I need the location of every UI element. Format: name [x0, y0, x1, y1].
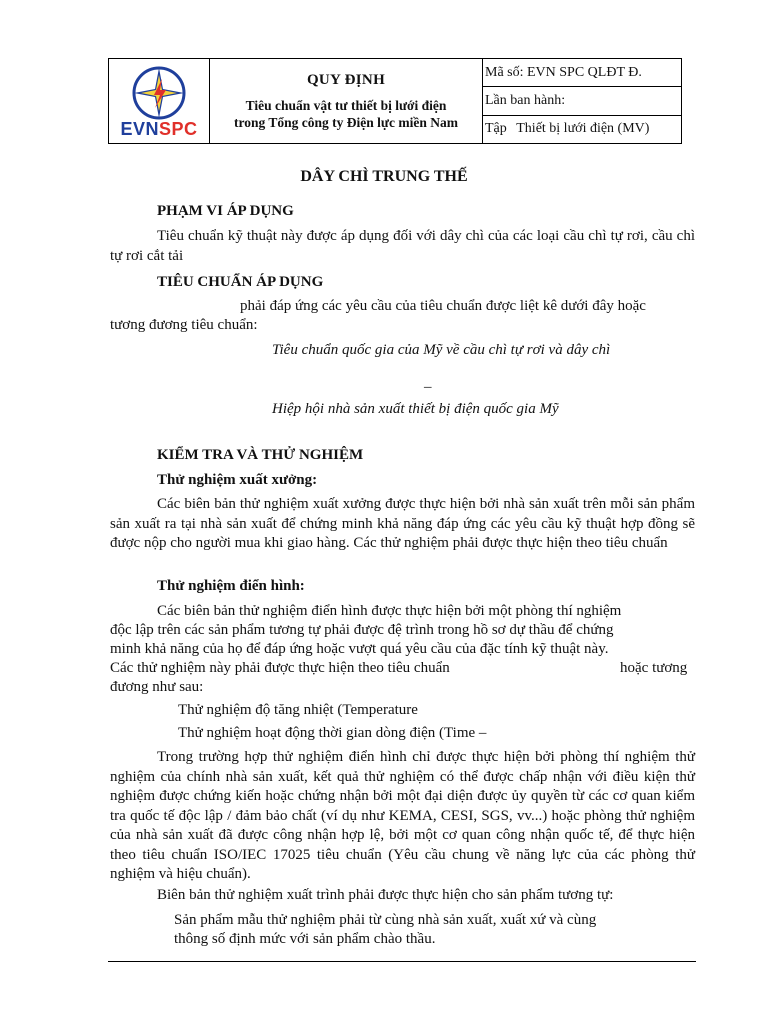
- report-line: Biên bản thử nghiệm xuất trình phải được thực hiện cho sản phẩm tương tự:: [157, 887, 614, 903]
- standards-intro-line2: tương đương tiêu chuẩn:: [110, 317, 258, 333]
- standards-heading: TIÊU CHUẨN ÁP DỤNG: [157, 274, 324, 290]
- type-test-line1: Các biên bản thử nghiệm điển hình được thực hiện bởi một phòng thí nghiệm: [157, 603, 622, 619]
- standard-item-2: Hiệp hội nhà sản xuất thiết bị điện quốc gia Mỹ: [272, 401, 559, 417]
- volume-field: [483, 115, 682, 143]
- scope-heading: PHẠM VI ÁP DỤNG: [157, 203, 294, 219]
- logo-cell: [109, 59, 210, 144]
- test-item-temperature: Thử nghiệm độ tăng nhiệt (Temperature: [178, 702, 418, 718]
- sample-line1: Sản phẩm mẫu thử nghiệm phải từ cùng nhà sản xuất, xuất xứ và cùng: [174, 912, 597, 928]
- lab-accreditation-text: Trong trường hợp thử nghiệm điển hình chỉ được thực hiện bởi phòng thí nghiệm thử nghiệm của chính nhà sản xuất, kết quả thử nghiệm có thể được chấp nhận với điều kiện thử nghiệm được chứng kiến hoặc chứng nhận bởi một đại diện được ủy quyền từ các cơ quan kiểm tra quốc tế độc lập / đảm bảo chất (ví dụ như KEMA, CESI, SGS, vv...) hoặc phòng thử nghiệm của nhà sản xuất đã được công nhận hợp lệ, bởi một cơ quan công nhận quốc tế, để thực hiện theo tiêu chuẩn ISO/IEC 17025 tiêu chuẩn (Yêu cầu chung về năng lực của các phòng thử nghiệm và hiệu chuẩn).: [110, 749, 695, 882]
- document-title: DÂY CHÌ TRUNG THẾ: [300, 168, 468, 185]
- sample-line2: thông số định mức với sản phẩm chào thầu.: [174, 931, 436, 947]
- testing-heading: KIỂM TRA VÀ THỬ NGHIỆM: [157, 447, 364, 463]
- footer-rule: [108, 961, 696, 962]
- evn-star-logo-icon: [128, 65, 190, 121]
- volume-label: Tập: [485, 121, 507, 137]
- type-test-line5: đương như sau:: [110, 679, 204, 695]
- standard-dash: –: [424, 379, 432, 395]
- header-subtitle-line2: trong Tổng công ty Điện lực miền Nam: [234, 114, 458, 130]
- type-test-heading: Thử nghiệm điển hình:: [157, 578, 305, 594]
- routine-test-heading: Thử nghiệm xuất xưởng:: [157, 472, 318, 488]
- routine-test-text: Các biên bản thử nghiệm xuất xưởng được thực hiện bởi nhà sản xuất trên mỗi sản phẩm sản xuất ra tại nhà sản xuất để chứng minh khả năng đáp ứng các yêu cầu kỹ thuật hợp đồng sẽ được nộp cho người mua khi giao hàng. Các thử nghiệm phải được thực hiện theo tiêu chuẩn: [110, 496, 695, 551]
- standard-item-1: Tiêu chuẩn quốc gia của Mỹ về cầu chì tự rơi và dây chì: [272, 342, 611, 358]
- test-item-time-current: Thử nghiệm hoạt động thời gian dòng điện (Time –: [178, 725, 487, 741]
- type-test-line4a: Các thử nghiệm này phải được thực hiện theo tiêu chuẩn: [110, 660, 450, 676]
- header-title-cell: [210, 59, 483, 144]
- type-test-line4b: hoặc tương: [620, 660, 688, 676]
- type-test-line3: minh khả năng của họ để đáp ứng hoặc vượt quá yêu cầu của đặc tính kỹ thuật này.: [110, 641, 609, 657]
- header-subtitle-line1: Tiêu chuẩn vật tư thiết bị lưới điện: [245, 97, 447, 113]
- standards-intro-line1: phải đáp ứng các yêu cầu của tiêu chuẩn được liệt kê dưới đây hoặc: [240, 298, 646, 314]
- volume-value: Thiết bị lưới điện (MV): [516, 121, 650, 137]
- header-table: [108, 58, 682, 144]
- type-test-line2: độc lập trên các sản phẩm tương tự phải được đệ trình trong hồ sơ dự thầu để chứng: [110, 622, 614, 638]
- scope-text: Tiêu chuẩn kỹ thuật này được áp dụng đối với dây chì của các loại cầu chì tự rơi, cầu chì tự rơi cắt tải: [110, 228, 695, 264]
- evn-spc-wordmark: EVNSPC: [120, 118, 198, 139]
- edition-field: Lần ban hành:: [483, 87, 682, 115]
- document-code: Mã số: EVN SPC QLĐT Đ.: [483, 59, 682, 87]
- header-title: QUY ĐỊNH: [306, 71, 386, 88]
